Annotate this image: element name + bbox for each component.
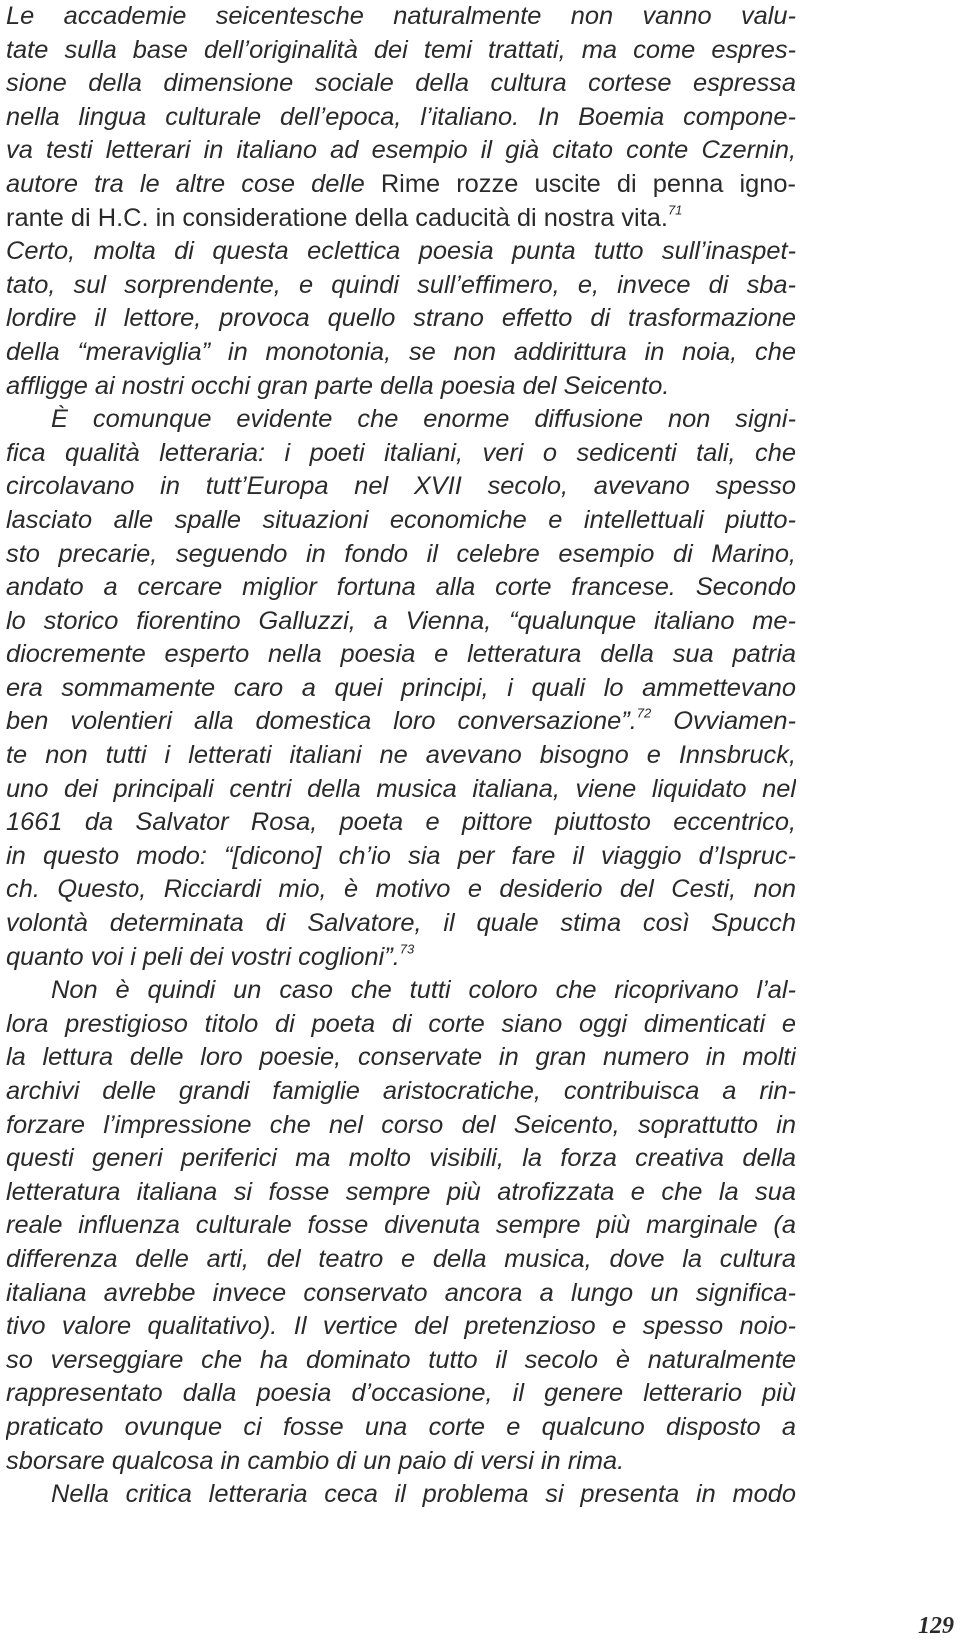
- text-line: Certo, molta di questa eclettica poesia punta tutto sull’inaspet-: [6, 237, 796, 266]
- footnote-ref-72: 72: [636, 705, 652, 721]
- text-line: volontà determinata di Salvatore, il quale stima così Spucch: [6, 909, 796, 938]
- text-line: tivo valore qualitativo). Il vertice del pretenzioso e spesso noio-: [6, 1312, 796, 1341]
- text-line: [6, 202, 796, 236]
- text-line: lasciato alle spalle situazioni economiche e intellettuali piutto-: [6, 505, 796, 534]
- text-line: reale influenza culturale fosse divenuta sempre più marginale (a: [6, 1211, 796, 1240]
- book-title-run: Rime rozze uscite di penna igno-: [380, 169, 796, 198]
- text-line: sto precarie, seguendo in fondo il celebre esempio di Marino,: [6, 539, 796, 568]
- text-line: Nella critica letteraria ceca il problema si presenta in modo: [51, 1480, 796, 1509]
- text-line: affligge ai nostri occhi gran parte della poesia del Seicento.: [6, 371, 670, 400]
- text-line: sione della dimensione sociale della cultura cortese espressa: [6, 69, 796, 98]
- text-line: fica qualità letteraria: i poeti italiani, veri o sedicenti tali, che: [6, 438, 796, 467]
- text-line: tato, sul sorprendente, e quindi sull’effimero, e, invece di sba-: [6, 270, 796, 299]
- text-line: archivi delle grandi famiglie aristocratiche, contribuisca a rin-: [6, 1077, 796, 1105]
- page-number: 129: [918, 1613, 954, 1639]
- text-line: questi generi periferici ma molto visibili, la forza creativa della: [6, 1144, 796, 1173]
- text-line: lo storico fiorentino Galluzzi, a Vienna, “qualunque italiano me-: [6, 606, 796, 635]
- text-line: della “meraviglia” in monotonia, se non addirittura in noia, che: [6, 337, 796, 366]
- text-line: tate sulla base dell’originalità dei temi trattati, ma come espres-: [6, 35, 796, 64]
- text-line: era sommamente caro a quei principi, i quali lo ammettevano: [6, 673, 796, 702]
- text-line: Le accademie seicentesche naturalmente non vanno valu-: [6, 2, 796, 30]
- text-line: andato a cercare miglior fortuna alla corte francese. Secondo: [6, 573, 796, 602]
- text-line: lora prestigioso titolo di poeta di corte siano oggi dimenticati e: [6, 1009, 796, 1038]
- text-run: autore tra le altre cose delle: [6, 169, 381, 198]
- text-line: Non è quindi un caso che tutti coloro che ricoprivano l’al-: [51, 976, 796, 1005]
- text-run: quanto voi i peli dei vostri coglioni”.: [6, 942, 400, 971]
- book-title-run: rante di H.C. in consideratione della caducità di nostra vita.: [6, 203, 668, 232]
- text-line: [6, 705, 796, 739]
- text-line: forzare l’impressione che nel corso del Seicento, soprattutto in: [6, 1110, 796, 1139]
- text-line: È comunque evidente che enorme diffusione non signi-: [51, 405, 796, 434]
- text-line: rappresentato dalla poesia d’occasione, il genere letterario più: [6, 1379, 796, 1408]
- text-line: lordire il lettore, provoca quello strano effetto di trasformazione: [6, 304, 796, 333]
- text-line: circolavano in tutt’Europa nel XVII secolo, avevano spesso: [6, 472, 796, 501]
- text-line: va testi letterari in italiano ad esempio il già citato conte Czernin,: [6, 136, 796, 165]
- text-line: differenza delle arti, del teatro e della musica, dove la cultura: [6, 1244, 796, 1273]
- text-line: ch. Questo, Ricciardi mio, è motivo e desiderio del Cesti, non: [6, 875, 796, 904]
- text-line: te non tutti i letterati italiani ne avevano bisogno e Innsbruck,: [6, 741, 796, 770]
- text-line: sborsare qualcosa in cambio di un paio di versi in rima.: [6, 1446, 625, 1475]
- text-run: ben volentieri alla domestica loro conversazione”.: [6, 707, 637, 736]
- text-line: letteratura italiana si fosse sempre più atrofizzata e che la sua: [6, 1177, 796, 1206]
- text-line: la lettura delle loro poesie, conservate in gran numero in molti: [6, 1043, 796, 1072]
- body-text: [6, 0, 796, 1512]
- text-line: diocremente esperto nella poesia e letteratura della sua patria: [6, 640, 796, 669]
- text-line: nella lingua culturale dell’epoca, l’italiano. In Boemia compone-: [6, 102, 796, 131]
- text-line: in questo modo: “[dicono] ch’io sia per fare il viaggio d’Ispruc-: [6, 841, 796, 870]
- text-line: [6, 168, 796, 202]
- text-line: uno dei principali centri della musica italiana, viene liquidato nel: [6, 774, 796, 803]
- footnote-ref-73: 73: [399, 940, 415, 956]
- text-line: italiana avrebbe invece conservato ancora a lungo un significa-: [6, 1278, 796, 1307]
- text-line: [6, 941, 796, 975]
- text-run: Ovviamen-: [651, 707, 796, 736]
- text-line: praticato ovunque ci fosse una corte e qualcuno disposto a: [6, 1412, 796, 1441]
- text-line: 1661 da Salvator Rosa, poeta e pittore piuttosto eccentrico,: [6, 808, 796, 837]
- footnote-ref-71: 71: [667, 201, 683, 217]
- text-line: so verseggiare che ha dominato tutto il secolo è naturalmente: [6, 1345, 796, 1374]
